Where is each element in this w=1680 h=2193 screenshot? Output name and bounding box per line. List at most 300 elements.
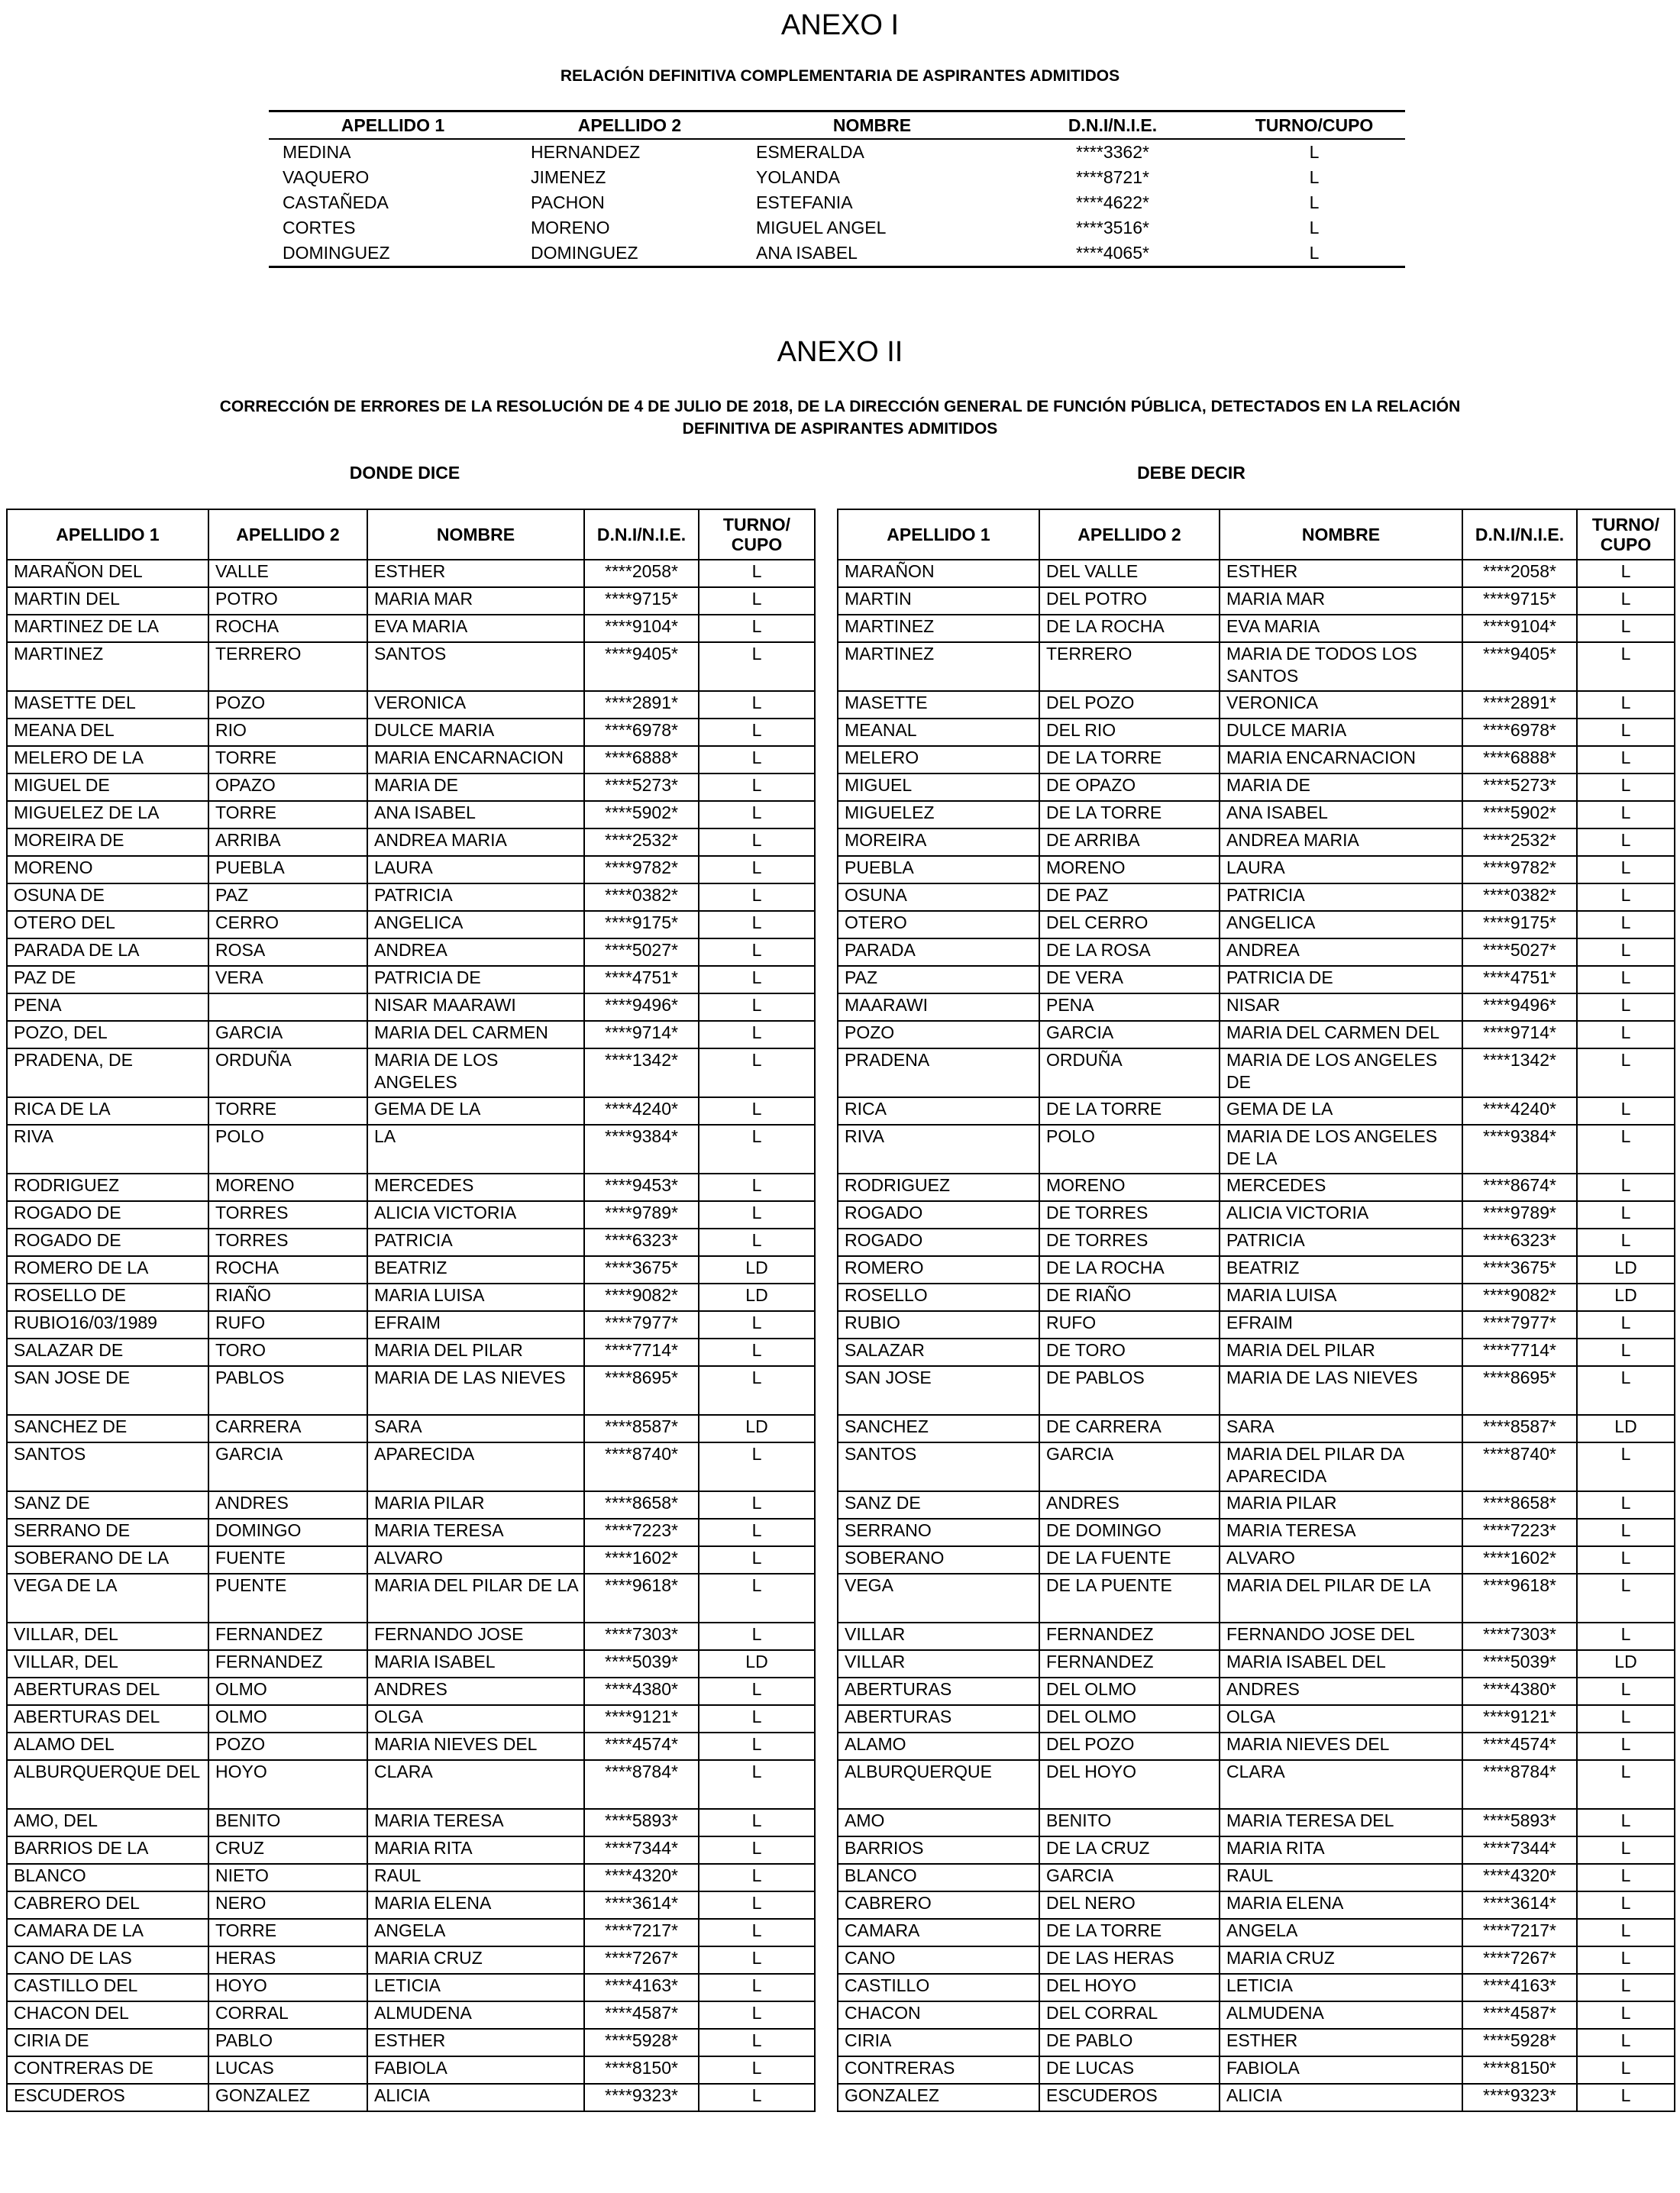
apellido1-cell: ABERTURAS <box>838 1705 1039 1733</box>
apellido2-cell: TORO <box>208 1339 367 1366</box>
apellido1-cell: DOMINGUEZ <box>269 241 517 267</box>
turno-cell: L <box>1577 1125 1675 1174</box>
nombre-cell: MARIA DEL PILAR DA APARECIDA <box>1220 1442 1462 1491</box>
apellido2-cell: CERRO <box>208 911 367 938</box>
table-row <box>838 1201 1675 1229</box>
nombre-cell: NISAR <box>1220 993 1462 1021</box>
table-row <box>838 1339 1675 1366</box>
apellido1-cell: CONTRERAS <box>838 2056 1039 2084</box>
apellido1-cell: BARRIOS <box>838 1836 1039 1864</box>
dni-cell: ****6978* <box>584 719 699 746</box>
turno-cell: L <box>699 1946 815 1974</box>
dni-cell: ****7223* <box>1462 1519 1577 1546</box>
dni-cell: ****4320* <box>584 1864 699 1891</box>
turno-cell: L <box>699 1974 815 2001</box>
nombre-cell: ANA ISABEL <box>367 801 584 828</box>
dni-cell: ****9323* <box>584 2084 699 2111</box>
apellido2-cell: DEL POZO <box>1039 691 1220 719</box>
dni-cell: ****9082* <box>584 1284 699 1311</box>
table-row <box>269 165 1405 190</box>
apellido1-cell: SALAZAR <box>838 1339 1039 1366</box>
nombre-cell: MARIA ENCARNACION <box>1220 746 1462 774</box>
dni-cell: ****4380* <box>1462 1678 1577 1705</box>
turno-cell: L <box>1309 142 1320 162</box>
apellido1-cell: SALAZAR DE <box>7 1339 208 1366</box>
turno-cell: L <box>699 1836 815 1864</box>
dni-cell: ****7714* <box>584 1339 699 1366</box>
nombre-cell: PATRICIA <box>367 883 584 911</box>
table-row <box>838 1442 1675 1491</box>
apellido2-cell: DE LA TORRE <box>1039 746 1220 774</box>
nombre-cell: MARIA NIEVES DEL <box>367 1733 584 1760</box>
apellido2-cell: JIMENEZ <box>531 167 606 187</box>
table-row <box>838 2084 1675 2111</box>
apellido1-cell: SANCHEZ <box>838 1415 1039 1442</box>
apellido2-cell: DOMINGO <box>208 1519 367 1546</box>
table-row <box>7 1864 815 1891</box>
apellido2-cell: DOMINGUEZ <box>517 241 742 267</box>
turno-cell: L <box>699 1125 815 1174</box>
turno-cell: LD <box>1577 1284 1675 1311</box>
col-header-dni: D.N.I/N.I.E. <box>584 509 699 560</box>
dni-cell: ****9121* <box>584 1705 699 1733</box>
apellido1-cell: MELERO DE LA <box>7 746 208 774</box>
apellido1-cell: VILLAR <box>838 1650 1039 1678</box>
table-row <box>838 828 1675 856</box>
apellido1-cell: CIRIA <box>838 2029 1039 2056</box>
apellido2-cell: DE ARRIBA <box>1039 828 1220 856</box>
table-row <box>838 1650 1675 1678</box>
apellido1-cell: CONTRERAS DE <box>7 2056 208 2084</box>
nombre-cell: MARIA DEL PILAR DE LA <box>1220 1574 1462 1623</box>
table-row <box>7 1097 815 1125</box>
apellido2-cell: MORENO <box>208 1174 367 1201</box>
apellido2-cell: TORRE <box>208 1097 367 1125</box>
apellido1-cell: AMO, DEL <box>7 1809 208 1836</box>
dni-cell: ****9323* <box>1462 2084 1577 2111</box>
nombre-cell: LETICIA <box>1220 1974 1462 2001</box>
col-header-dni: D.N.I/N.I.E. <box>1002 111 1223 140</box>
dni-cell: ****5902* <box>1462 801 1577 828</box>
dni-cell: ****1602* <box>584 1546 699 1574</box>
dni-cell: ****7217* <box>1462 1919 1577 1946</box>
nombre-cell: PATRICIA <box>367 1229 584 1256</box>
turno-cell: L <box>699 993 815 1021</box>
nombre-cell: ALVARO <box>367 1546 584 1574</box>
apellido2-cell: VERA <box>208 966 367 993</box>
apellido1-cell: MAARAWI <box>838 993 1039 1021</box>
table-row <box>7 1891 815 1919</box>
turno-cell: LD <box>1577 1256 1675 1284</box>
col-header-nombre: NOMBRE <box>1220 509 1462 560</box>
apellido1-cell: BLANCO <box>838 1864 1039 1891</box>
nombre-cell: MARIA DE LOS ANGELES DE LA <box>1220 1125 1462 1174</box>
apellido1-cell: CORTES <box>283 218 356 237</box>
nombre-cell: ANDREA MARIA <box>1220 828 1462 856</box>
nombre-cell: MARIA ELENA <box>1220 1891 1462 1919</box>
apellido2-cell: ORDUÑA <box>208 1048 367 1097</box>
apellido2-cell: PUEBLA <box>208 856 367 883</box>
apellido2-cell: DEL CORRAL <box>1039 2001 1220 2029</box>
turno-cell: LD <box>699 1415 815 1442</box>
nombre-cell: ANA ISABEL <box>1220 801 1462 828</box>
dni-cell: ****4574* <box>1462 1733 1577 1760</box>
nombre-cell: ESTEFANIA <box>756 192 853 212</box>
apellido2-cell: BENITO <box>1039 1809 1220 1836</box>
turno-cell: L <box>1577 1174 1675 1201</box>
turno-cell: LD <box>1577 1650 1675 1678</box>
col-header-dni: D.N.I/N.I.E. <box>1462 509 1577 560</box>
table-row <box>7 1021 815 1048</box>
apellido2-cell: DEL CERRO <box>1039 911 1220 938</box>
table-row <box>838 642 1675 691</box>
dni-cell: ****5273* <box>1462 774 1577 801</box>
dni-cell: ****9121* <box>1462 1705 1577 1733</box>
nombre-cell: LETICIA <box>367 1974 584 2001</box>
table-row <box>838 2001 1675 2029</box>
table-row <box>7 1339 815 1366</box>
dni-cell: ****2532* <box>1462 828 1577 856</box>
apellido2-cell: DEL VALLE <box>1039 560 1220 587</box>
table-row <box>7 1256 815 1284</box>
nombre-cell: SARA <box>1220 1415 1462 1442</box>
apellido1-cell: POZO, DEL <box>7 1021 208 1048</box>
nombre-cell: NISAR MAARAWI <box>367 993 584 1021</box>
apellido1-cell: PENA <box>7 993 208 1021</box>
nombre-cell: ALMUDENA <box>1220 2001 1462 2029</box>
turno-cell: L <box>699 1174 815 1201</box>
table-row <box>7 1623 815 1650</box>
apellido2-cell: DE RIAÑO <box>1039 1284 1220 1311</box>
table-row <box>838 1705 1675 1733</box>
nombre-cell: EVA MARIA <box>1220 615 1462 642</box>
nombre-cell: MARIA DE TODOS LOS SANTOS <box>1220 642 1462 691</box>
table-row <box>838 1021 1675 1048</box>
turno-cell: L <box>1309 192 1320 212</box>
table-row <box>838 746 1675 774</box>
table-row <box>7 1946 815 1974</box>
anexo2-subtitle-line1: CORRECCIÓN DE ERRORES DE LA RESOLUCIÓN DE 4 DE JULIO DE 2018, DE LA DIRECCIÓN GENERAL DE FUNCIÓN PÚBLICA, DETECTADOS EN LA RELACIÓN <box>219 398 1461 415</box>
apellido2-cell: DEL HOYO <box>1039 1760 1220 1809</box>
dni-cell: ****6978* <box>1462 719 1577 746</box>
nombre-cell: ESTHER <box>1220 2029 1462 2056</box>
turno-cell: L <box>1577 1021 1675 1048</box>
nombre-cell: RAUL <box>367 1864 584 1891</box>
nombre-cell: LAURA <box>367 856 584 883</box>
nombre-cell: RAUL <box>1220 1864 1462 1891</box>
turno-cell: L <box>699 1546 815 1574</box>
apellido2-cell: POZO <box>208 691 367 719</box>
apellido1-cell: RICA <box>838 1097 1039 1125</box>
table-row <box>838 560 1675 587</box>
nombre-cell: PATRICIA DE <box>367 966 584 993</box>
turno-cell: L <box>1577 1678 1675 1705</box>
nombre-cell: MARIA CRUZ <box>1220 1946 1462 1974</box>
table-row <box>7 938 815 966</box>
apellido1-cell: SANZ DE <box>838 1491 1039 1519</box>
dni-cell: ****8740* <box>1462 1442 1577 1491</box>
nombre-cell: MARIA LUISA <box>367 1284 584 1311</box>
dni-cell: ****9405* <box>1462 642 1577 691</box>
col-header-turno: TURNO/ CUPO <box>699 509 815 560</box>
turno-cell: L <box>1577 746 1675 774</box>
dni-cell: ****9175* <box>1462 911 1577 938</box>
turno-cell: L <box>699 691 815 719</box>
apellido1-cell: MELERO <box>838 746 1039 774</box>
dni-cell: ****4622* <box>1076 192 1149 212</box>
dni-cell: ****8721* <box>1076 167 1149 187</box>
nombre-cell: MERCEDES <box>367 1174 584 1201</box>
apellido1-cell: ALAMO <box>838 1733 1039 1760</box>
dni-cell: ****5039* <box>584 1650 699 1678</box>
nombre-cell: PATRICIA <box>1220 1229 1462 1256</box>
dni-cell: ****5039* <box>1462 1650 1577 1678</box>
dni-cell: ****4574* <box>584 1733 699 1760</box>
table-row <box>838 719 1675 746</box>
turno-cell: L <box>1577 2001 1675 2029</box>
anexo2-subtitle <box>46 396 1634 440</box>
apellido1-cell: SAN JOSE <box>838 1366 1039 1415</box>
apellido1-cell: VEGA DE LA <box>7 1574 208 1623</box>
col-header-apellido2: APELLIDO 2 <box>1039 509 1220 560</box>
turno-cell: L <box>1577 2056 1675 2084</box>
dni-cell: ****9104* <box>584 615 699 642</box>
table-row <box>7 1174 815 1201</box>
dni-cell: ****8784* <box>584 1760 699 1809</box>
table-row <box>7 1546 815 1574</box>
apellido2-cell: PAZ <box>208 883 367 911</box>
dni-cell: ****8674* <box>1462 1174 1577 1201</box>
donde-dice-header-row <box>7 509 815 560</box>
anexo2-title: ANEXO II <box>777 336 903 368</box>
nombre-cell: OLGA <box>367 1705 584 1733</box>
table-row <box>269 139 1405 165</box>
dni-cell: ****4163* <box>1462 1974 1577 2001</box>
nombre-cell: MARIA PILAR <box>367 1491 584 1519</box>
apellido2-cell: DE LA CRUZ <box>1039 1836 1220 1864</box>
table-row <box>838 1256 1675 1284</box>
turno-cell: L <box>1577 719 1675 746</box>
dni-cell: ****9453* <box>584 1174 699 1201</box>
table-row <box>838 1809 1675 1836</box>
nombre-cell: MARIA DE <box>367 774 584 801</box>
apellido2-cell: CRUZ <box>208 1836 367 1864</box>
col-header-apellido2: APELLIDO 2 <box>517 111 742 140</box>
table-row <box>7 1366 815 1415</box>
turno-cell: LD <box>1577 1415 1675 1442</box>
turno-cell: L <box>699 587 815 615</box>
table-row <box>838 883 1675 911</box>
dni-cell: ****4380* <box>584 1678 699 1705</box>
dni-cell: ****4587* <box>584 2001 699 2029</box>
turno-cell: L <box>1577 1366 1675 1415</box>
apellido2-cell: POLO <box>208 1125 367 1174</box>
turno-cell: L <box>1577 1836 1675 1864</box>
nombre-cell: SARA <box>367 1415 584 1442</box>
dni-cell: ****4751* <box>584 966 699 993</box>
nombre-cell: MARIA TERESA <box>1220 1519 1462 1546</box>
nombre-cell: MARIA CRUZ <box>367 1946 584 1974</box>
apellido2-cell: VALLE <box>208 560 367 587</box>
apellido2-cell: DE PAZ <box>1039 883 1220 911</box>
table-row <box>7 1650 815 1678</box>
apellido2-cell: DEL POZO <box>1039 1733 1220 1760</box>
dni-cell: ****2891* <box>584 691 699 719</box>
turno-cell: L <box>1577 1097 1675 1125</box>
apellido2-cell: FERNANDEZ <box>1039 1623 1220 1650</box>
apellido1-cell: VAQUERO <box>283 167 370 187</box>
turno-cell: L <box>699 1733 815 1760</box>
apellido2-cell: RUFO <box>1039 1311 1220 1339</box>
table-row <box>7 828 815 856</box>
turno-cell: L <box>1577 938 1675 966</box>
table-row <box>838 1048 1675 1097</box>
dni-cell: ****5902* <box>584 801 699 828</box>
nombre-cell: ESMERALDA <box>756 142 864 162</box>
table-row <box>7 1491 815 1519</box>
apellido2-cell: DE PABLO <box>1039 2029 1220 2056</box>
table-row <box>7 2084 815 2111</box>
turno-cell: L <box>1577 560 1675 587</box>
apellido1-cell: CABRERO DEL <box>7 1891 208 1919</box>
table-row <box>838 1836 1675 1864</box>
nombre-cell: DULCE MARIA <box>367 719 584 746</box>
apellido1-cell: MIGUELEZ <box>838 801 1039 828</box>
apellido1-cell: RIVA <box>7 1125 208 1174</box>
nombre-cell: ALVARO <box>1220 1546 1462 1574</box>
table-row <box>269 190 1405 215</box>
table-row <box>7 1733 815 1760</box>
turno-cell: L <box>699 1366 815 1415</box>
nombre-cell: MARIA NIEVES DEL <box>1220 1733 1462 1760</box>
apellido1-cell: CHACON DEL <box>7 2001 208 2029</box>
table-row <box>838 1864 1675 1891</box>
nombre-cell: YOLANDA <box>756 167 840 187</box>
table-row <box>269 241 1405 267</box>
apellido1-cell: MEDINA <box>283 142 351 162</box>
dni-cell: ****5273* <box>584 774 699 801</box>
table-row <box>7 1048 815 1097</box>
apellido1-cell: SERRANO DE <box>7 1519 208 1546</box>
table-row <box>838 1415 1675 1442</box>
anexo1-subtitle: RELACIÓN DEFINITIVA COMPLEMENTARIA DE ASPIRANTES ADMITIDOS <box>560 67 1120 85</box>
nombre-cell: MERCEDES <box>1220 1174 1462 1201</box>
turno-cell: L <box>699 1864 815 1891</box>
apellido1-cell: CAMARA <box>838 1919 1039 1946</box>
apellido2-cell: HOYO <box>208 1760 367 1809</box>
turno-cell: L <box>1223 241 1405 267</box>
apellido1-cell: MARTINEZ <box>838 642 1039 691</box>
dni-cell: ****0382* <box>584 883 699 911</box>
apellido1-cell: RICA DE LA <box>7 1097 208 1125</box>
apellido2-cell: RIO <box>208 719 367 746</box>
table-row <box>7 1125 815 1174</box>
apellido2-cell: ANDRES <box>1039 1491 1220 1519</box>
table-row <box>838 801 1675 828</box>
nombre-cell: EFRAIM <box>367 1311 584 1339</box>
apellido1-cell: MIGUEL DE <box>7 774 208 801</box>
dni-cell: ****8740* <box>584 1442 699 1491</box>
nombre-cell: OLGA <box>1220 1705 1462 1733</box>
nombre-cell: APARECIDA <box>367 1442 584 1491</box>
apellido2-cell: DE LUCAS <box>1039 2056 1220 2084</box>
turno-cell: L <box>699 1229 815 1256</box>
turno-cell: L <box>699 801 815 828</box>
apellido1-cell: OSUNA <box>838 883 1039 911</box>
dni-cell: ****3614* <box>584 1891 699 1919</box>
turno-cell: LD <box>699 1256 815 1284</box>
apellido1-cell: GONZALEZ <box>838 2084 1039 2111</box>
apellido2-cell: GARCIA <box>1039 1442 1220 1491</box>
nombre-cell: ALMUDENA <box>367 2001 584 2029</box>
table-row <box>838 1760 1675 1809</box>
apellido2-cell: MORENO <box>531 218 610 237</box>
dni-cell: ****5893* <box>584 1809 699 1836</box>
turno-cell: L <box>699 2084 815 2111</box>
dni-cell: ****1342* <box>584 1048 699 1097</box>
dni-cell: ****0382* <box>1462 883 1577 911</box>
apellido2-cell: TORRE <box>208 801 367 828</box>
nombre-cell: MARIA ISABEL <box>367 1650 584 1678</box>
dni-cell: ****4240* <box>584 1097 699 1125</box>
nombre-cell: ESTHER <box>1220 560 1462 587</box>
table-row <box>7 1519 815 1546</box>
turno-cell: L <box>699 1760 815 1809</box>
dni-cell: ****9715* <box>584 587 699 615</box>
turno-cell: L <box>1577 1809 1675 1836</box>
apellido1-cell: RODRIGUEZ <box>7 1174 208 1201</box>
nombre-cell: ESTHER <box>367 560 584 587</box>
apellido1-cell: ESCUDEROS <box>7 2084 208 2111</box>
table-row <box>838 1733 1675 1760</box>
table-row <box>838 1284 1675 1311</box>
apellido1-cell: PRADENA <box>838 1048 1039 1097</box>
table-row <box>838 1097 1675 1125</box>
apellido1-cell: MARTINEZ DE LA <box>7 615 208 642</box>
apellido2-cell: PENA <box>1039 993 1220 1021</box>
table-row <box>838 1229 1675 1256</box>
apellido1-cell: ALBURQUERQUE <box>838 1760 1039 1809</box>
nombre-cell: FABIOLA <box>1220 2056 1462 2084</box>
nombre-cell: EFRAIM <box>1220 1311 1462 1339</box>
dni-cell: ****8150* <box>1462 2056 1577 2084</box>
nombre-cell: PATRICIA <box>1220 883 1462 911</box>
apellido1-cell: VEGA <box>838 1574 1039 1623</box>
apellido1-cell: OTERO DEL <box>7 911 208 938</box>
nombre-cell: MARIA TERESA DEL <box>1220 1809 1462 1836</box>
col-header-apellido2: APELLIDO 2 <box>208 509 367 560</box>
dni-cell: ****3675* <box>584 1256 699 1284</box>
table-row <box>7 1284 815 1311</box>
dni-cell: ****1342* <box>1462 1048 1577 1097</box>
nombre-cell: ANDRES <box>367 1678 584 1705</box>
nombre-cell: MARIA ELENA <box>367 1891 584 1919</box>
turno-cell: L <box>699 2056 815 2084</box>
table-row <box>838 1974 1675 2001</box>
nombre-cell: BEATRIZ <box>1220 1256 1462 1284</box>
dni-cell: ****7344* <box>584 1836 699 1864</box>
apellido1-cell: PARADA DE LA <box>7 938 208 966</box>
apellido1-cell: RUBIO16/03/1989 <box>7 1311 208 1339</box>
apellido2-cell: POLO <box>1039 1125 1220 1174</box>
dni-cell: ****8784* <box>1462 1760 1577 1809</box>
table-row <box>838 966 1675 993</box>
nombre-cell: ANDREA <box>1220 938 1462 966</box>
table-row <box>7 560 815 587</box>
nombre-cell: ANGELICA <box>367 911 584 938</box>
turno-cell: L <box>1577 1705 1675 1733</box>
turno-cell: L <box>699 1339 815 1366</box>
